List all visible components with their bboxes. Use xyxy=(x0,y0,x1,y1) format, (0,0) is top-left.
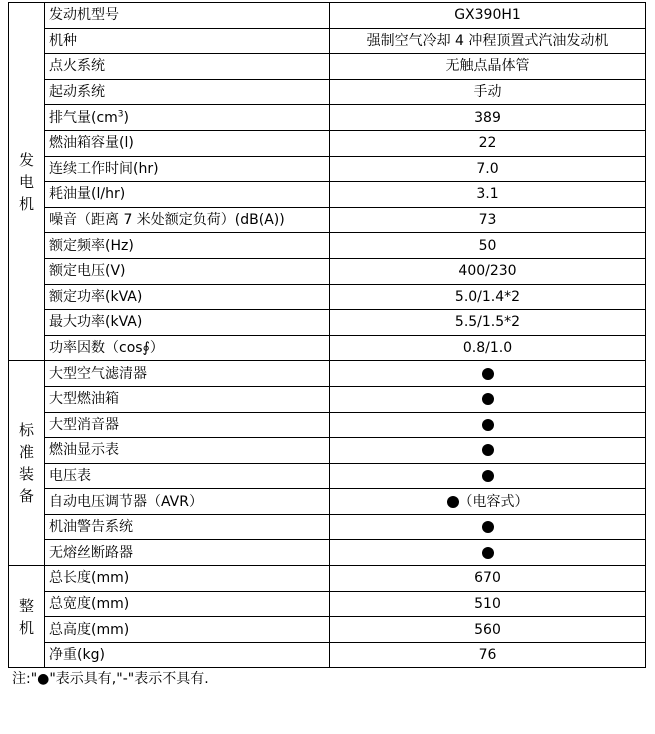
row-value: 22 xyxy=(330,130,646,156)
label-text: 排气量(cm xyxy=(49,109,118,126)
row-label: 自动电压调节器（AVR） xyxy=(45,489,330,515)
row-value xyxy=(330,386,646,412)
filled-circle-icon xyxy=(482,521,494,533)
row-label: 机种 xyxy=(45,28,330,54)
row-value: 0.8/1.0 xyxy=(330,335,646,361)
row-value xyxy=(330,489,646,515)
row-label: 总高度(mm) xyxy=(45,617,330,643)
row-value xyxy=(330,540,646,566)
row-label: 连续工作时间(hr) xyxy=(45,156,330,182)
group-cell-generator xyxy=(9,3,45,361)
table-row xyxy=(9,540,646,566)
footnote: 注:"●"表示具有,"-"表示不具有. xyxy=(12,671,209,687)
row-label: 大型消音器 xyxy=(45,412,330,438)
row-value: 510 xyxy=(330,591,646,617)
row-value: 389 xyxy=(330,105,646,131)
filled-circle-icon xyxy=(482,470,494,482)
row-label: 燃油箱容量(l) xyxy=(45,130,330,156)
row-label: 总宽度(mm) xyxy=(45,591,330,617)
table-row xyxy=(9,463,646,489)
value-suffix: （电容式） xyxy=(458,493,529,510)
row-label: 起动系统 xyxy=(45,79,330,105)
row-value: 560 xyxy=(330,617,646,643)
table-row xyxy=(9,361,646,387)
row-value xyxy=(330,361,646,387)
row-value: 强制空气冷却 4 冲程顶置式汽油发动机 xyxy=(330,28,646,54)
row-label: 额定功率(kVA) xyxy=(45,284,330,310)
row-value xyxy=(330,412,646,438)
table-row xyxy=(9,105,646,131)
row-label: 耗油量(l/hr) xyxy=(45,182,330,208)
group-cell-whole xyxy=(9,566,45,668)
row-value: 3.1 xyxy=(330,182,646,208)
row-value xyxy=(330,514,646,540)
table-row xyxy=(9,489,646,515)
row-value: GX390H1 xyxy=(330,3,646,29)
table-row xyxy=(9,438,646,464)
row-value: 50 xyxy=(330,233,646,259)
filled-circle-icon xyxy=(482,547,494,559)
filled-circle-icon xyxy=(447,496,459,508)
row-value: 73 xyxy=(330,207,646,233)
table-row xyxy=(9,182,646,208)
table-row xyxy=(9,207,646,233)
table-row xyxy=(9,258,646,284)
row-value: 400/230 xyxy=(330,258,646,284)
table-row xyxy=(9,3,646,29)
row-value: 无触点晶体管 xyxy=(330,54,646,80)
row-label: 机油警告系统 xyxy=(45,514,330,540)
table-row xyxy=(9,386,646,412)
row-label-displacement xyxy=(45,105,330,131)
row-label: 点火系统 xyxy=(45,54,330,80)
row-label: 大型空气滤清器 xyxy=(45,361,330,387)
spec-table xyxy=(8,2,646,668)
group-label: 发电机 xyxy=(18,150,34,213)
filled-circle-icon xyxy=(482,419,494,431)
row-label: 功率因数（cos∮） xyxy=(45,335,330,361)
table-row xyxy=(9,79,646,105)
table-row xyxy=(9,335,646,361)
table-row xyxy=(9,514,646,540)
group-cell-standard xyxy=(9,361,45,566)
row-label: 燃油显示表 xyxy=(45,438,330,464)
table-row xyxy=(9,566,646,592)
row-label: 额定电压(V) xyxy=(45,258,330,284)
row-label: 大型燃油箱 xyxy=(45,386,330,412)
row-label: 噪音（距离 7 米处额定负荷）(dB(A)) xyxy=(45,207,330,233)
row-value: 670 xyxy=(330,566,646,592)
table-row xyxy=(9,642,646,668)
label-suffix: ) xyxy=(123,109,129,126)
row-value xyxy=(330,463,646,489)
row-value xyxy=(330,438,646,464)
filled-circle-icon xyxy=(482,444,494,456)
row-label: 无熔丝断路器 xyxy=(45,540,330,566)
row-label: 额定频率(Hz) xyxy=(45,233,330,259)
row-label: 总长度(mm) xyxy=(45,566,330,592)
row-value: 76 xyxy=(330,642,646,668)
row-value: 7.0 xyxy=(330,156,646,182)
superscript: 3 xyxy=(117,109,124,120)
filled-circle-icon xyxy=(482,368,494,380)
row-value: 手动 xyxy=(330,79,646,105)
row-label: 净重(kg) xyxy=(45,642,330,668)
table-row xyxy=(9,233,646,259)
row-label: 电压表 xyxy=(45,463,330,489)
table-row xyxy=(9,130,646,156)
filled-circle-icon xyxy=(482,393,494,405)
row-label: 发动机型号 xyxy=(45,3,330,29)
table-row xyxy=(9,156,646,182)
group-label: 整机 xyxy=(18,596,34,637)
table-row xyxy=(9,28,646,54)
table-row xyxy=(9,617,646,643)
table-row xyxy=(9,284,646,310)
table-row xyxy=(9,54,646,80)
table-row xyxy=(9,591,646,617)
row-value: 5.5/1.5*2 xyxy=(330,310,646,336)
row-value: 5.0/1.4*2 xyxy=(330,284,646,310)
group-label: 标准装备 xyxy=(18,421,34,506)
row-label: 最大功率(kVA) xyxy=(45,310,330,336)
table-row xyxy=(9,412,646,438)
table-row xyxy=(9,310,646,336)
